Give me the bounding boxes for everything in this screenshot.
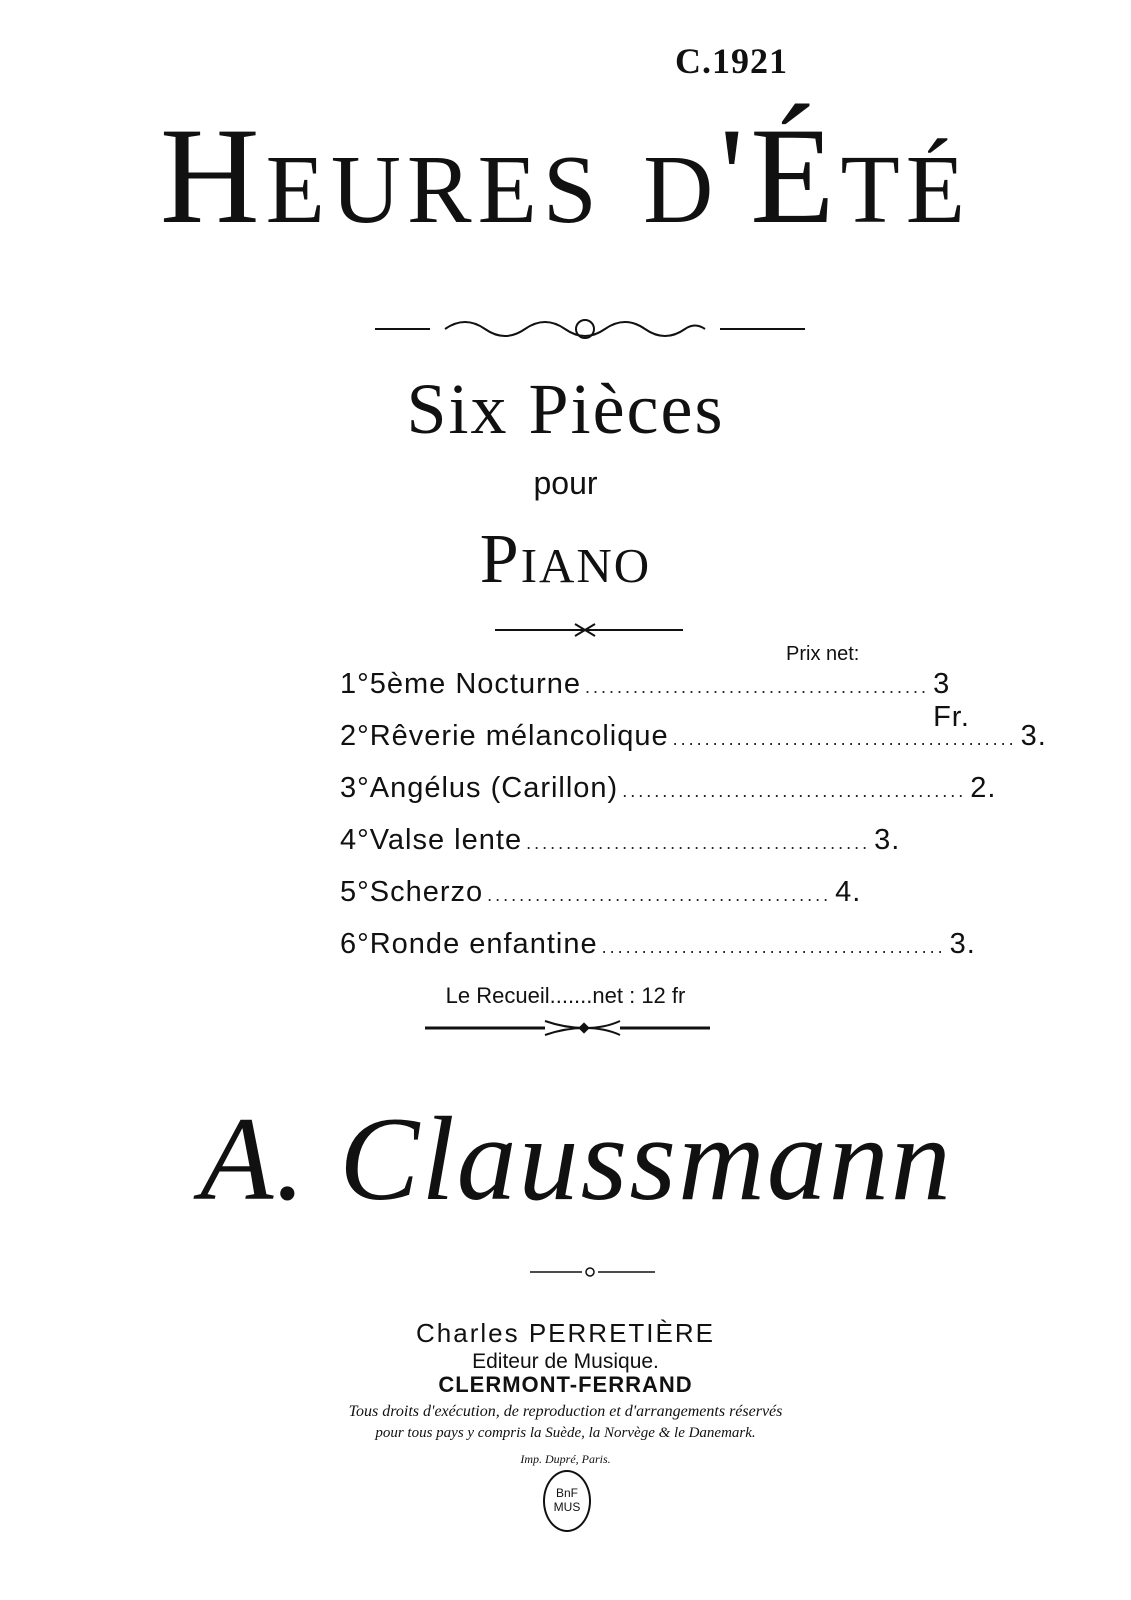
piece-number: 1° <box>340 668 370 700</box>
pour-label: pour <box>533 465 598 501</box>
piece-number: 4° <box>340 824 370 856</box>
list-item: 5° Scherzo ........................................... 4. <box>340 876 862 908</box>
piece-price: 3. <box>874 824 901 856</box>
list-item: 3° Angélus (Carillon) ........................................... 2. <box>340 772 997 804</box>
piece-title: Scherzo <box>369 876 484 908</box>
subtitle: Six Pièces <box>406 369 725 449</box>
publisher-name: Charles PERRETIÈRE <box>416 1318 715 1348</box>
library-stamp <box>543 1470 591 1532</box>
list-item: 4° Valse lente ........................................... 3. <box>340 824 901 856</box>
piece-price: 4. <box>835 876 862 908</box>
printer-credit: Imp. Dupré, Paris. <box>520 1452 611 1466</box>
piece-number: 5° <box>340 876 370 908</box>
piece-number: 3° <box>340 772 370 804</box>
publisher-role: Editeur de Musique. <box>472 1350 659 1373</box>
piece-price: 3. <box>1020 720 1047 752</box>
piece-number: 2° <box>340 720 370 752</box>
stamp-line-1: BnF <box>555 1486 578 1500</box>
piece-price: 3 Fr. <box>933 668 970 733</box>
composer-ornament <box>0 1265 1131 1279</box>
divider-ornament <box>0 620 1131 640</box>
piece-number: 6° <box>340 928 370 960</box>
page-title: Heures d'Été <box>159 99 972 252</box>
piece-title: 5ème Nocturne <box>369 668 582 700</box>
shelfmark: C.1921 <box>675 41 788 81</box>
piece-price: 3. <box>949 928 976 960</box>
piece-price: 2. <box>970 772 997 804</box>
piece-title: Rêverie mélancolique <box>369 720 669 752</box>
piece-title: Valse lente <box>369 824 523 856</box>
list-item: 2° Rêverie mélancolique ........................................... 3. <box>340 720 1047 752</box>
rights-notice: Tous droits d'exécution, de reproduction et d'arrangements réservés <box>348 1403 783 1420</box>
list-item: 6° Ronde enfantine ........................................... 3. <box>340 928 976 960</box>
publisher-city: CLERMONT-FERRAND <box>438 1372 693 1397</box>
list-ornament <box>0 1018 1131 1038</box>
price-header: Prix net: <box>786 643 860 665</box>
list-item: 1° 5ème Nocturne ........................................... 3 Fr. <box>340 668 970 733</box>
rights-notice-countries: pour tous pays y compris la Suède, la Norvège & le Danemark. <box>375 1425 756 1441</box>
collection-price: Le Recueil.......net : 12 fr <box>445 983 686 1008</box>
composer-name: A. Claussmann <box>200 1092 953 1225</box>
title-ornament <box>0 312 1131 346</box>
stamp-line-2: MUS <box>553 1500 581 1514</box>
piece-title: Angélus (Carillon) <box>369 772 619 804</box>
piece-title: Ronde enfantine <box>369 928 598 960</box>
instrument: Piano <box>479 521 652 598</box>
